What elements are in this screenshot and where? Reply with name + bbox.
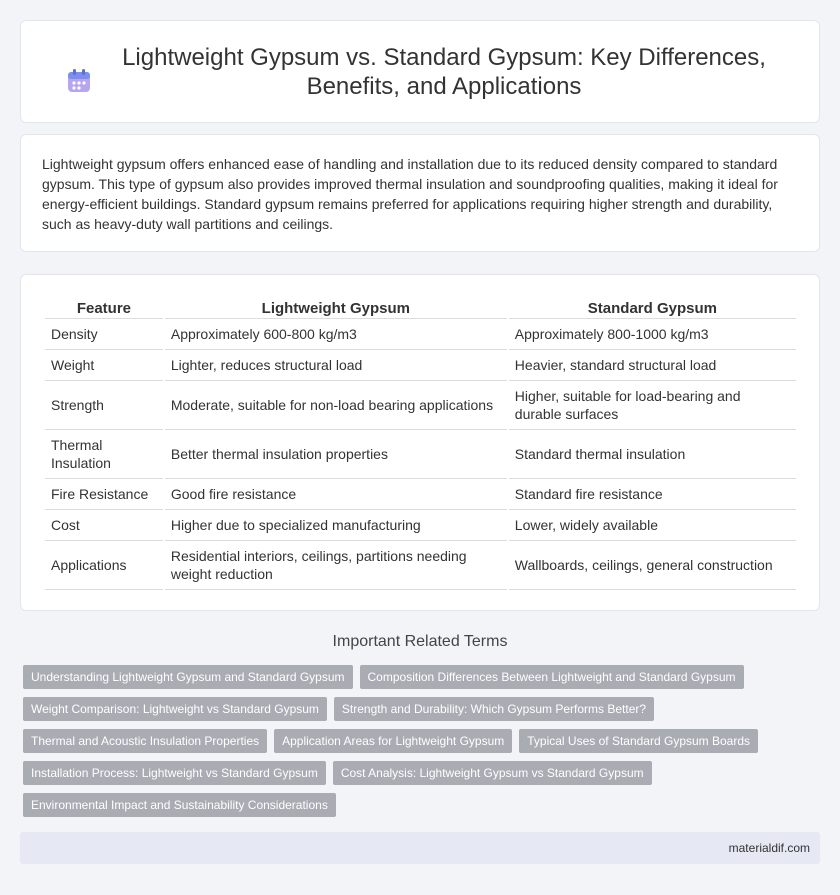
cell-feature: Fire Resistance bbox=[45, 479, 163, 510]
title-card bbox=[20, 20, 820, 123]
cell-standard: Standard thermal insulation bbox=[509, 430, 796, 479]
cell-feature: Strength bbox=[45, 381, 163, 430]
header-feature: Feature bbox=[45, 295, 163, 319]
cell-feature: Cost bbox=[45, 510, 163, 541]
calendar-icon bbox=[66, 68, 92, 94]
related-terms-heading: Important Related Terms bbox=[332, 633, 508, 650]
related-terms-list bbox=[23, 665, 823, 825]
cell-lightweight: Better thermal insulation properties bbox=[165, 430, 507, 479]
summary-text: Lightweight gypsum offers enhanced ease of handling and installation due to its reduced density compared to standard gypsum. This type of gypsum also provides improved thermal insulation and soundproofing qualities, making it ideal for energy-efficient buildings. Standard gypsum remains preferred for applications requiring higher strength and durability, such as heavy-duty wall partitions and ceilings. bbox=[42, 156, 778, 232]
related-term-tag[interactable]: Weight Comparison: Lightweight vs Standard Gypsum bbox=[23, 697, 327, 721]
cell-standard: Heavier, standard structural load bbox=[509, 350, 796, 381]
cell-lightweight: Lighter, reduces structural load bbox=[165, 350, 507, 381]
related-term-tag[interactable]: Thermal and Acoustic Insulation Properties bbox=[23, 729, 267, 753]
comparison-table-card bbox=[20, 274, 820, 611]
cell-standard: Lower, widely available bbox=[509, 510, 796, 541]
table-row bbox=[45, 381, 796, 430]
header-standard: Standard Gypsum bbox=[509, 295, 796, 319]
cell-feature: Weight bbox=[45, 350, 163, 381]
related-term-tag[interactable]: Strength and Durability: Which Gypsum Performs Better? bbox=[334, 697, 654, 721]
cell-standard: Standard fire resistance bbox=[509, 479, 796, 510]
cell-standard: Higher, suitable for load-bearing and durable surfaces bbox=[509, 381, 796, 430]
related-term-tag[interactable]: Environmental Impact and Sustainability Considerations bbox=[23, 793, 336, 817]
comparison-table bbox=[43, 295, 798, 590]
related-term-tag[interactable]: Typical Uses of Standard Gypsum Boards bbox=[519, 729, 758, 753]
cell-feature: Density bbox=[45, 319, 163, 350]
table-row bbox=[45, 479, 796, 510]
cell-lightweight: Residential interiors, ceilings, partitions needing weight reduction bbox=[165, 541, 507, 590]
summary-card bbox=[20, 134, 820, 252]
related-term-tag[interactable]: Application Areas for Lightweight Gypsum bbox=[274, 729, 512, 753]
page-title: Lightweight Gypsum vs. Standard Gypsum: Key Differences, Benefits, and Applications bbox=[122, 43, 766, 100]
related-term-tag[interactable]: Cost Analysis: Lightweight Gypsum vs Standard Gypsum bbox=[333, 761, 652, 785]
table-row bbox=[45, 430, 796, 479]
table-row bbox=[45, 510, 796, 541]
cell-lightweight: Moderate, suitable for non-load bearing applications bbox=[165, 381, 507, 430]
cell-feature: Applications bbox=[45, 541, 163, 590]
related-term-tag[interactable]: Understanding Lightweight Gypsum and Standard Gypsum bbox=[23, 665, 353, 689]
related-term-tag[interactable]: Installation Process: Lightweight vs Standard Gypsum bbox=[23, 761, 326, 785]
table-row bbox=[45, 541, 796, 590]
cell-feature: Thermal Insulation bbox=[45, 430, 163, 479]
cell-standard: Wallboards, ceilings, general construction bbox=[509, 541, 796, 590]
footer-site[interactable]: materialdif.com bbox=[728, 841, 810, 855]
footer bbox=[20, 832, 820, 864]
related-term-tag[interactable]: Composition Differences Between Lightweight and Standard Gypsum bbox=[360, 665, 744, 689]
header-lightweight: Lightweight Gypsum bbox=[165, 295, 507, 319]
cell-lightweight: Approximately 600-800 kg/m3 bbox=[165, 319, 507, 350]
cell-lightweight: Good fire resistance bbox=[165, 479, 507, 510]
cell-standard: Approximately 800-1000 kg/m3 bbox=[509, 319, 796, 350]
table-row bbox=[45, 350, 796, 381]
cell-lightweight: Higher due to specialized manufacturing bbox=[165, 510, 507, 541]
table-row bbox=[45, 319, 796, 350]
